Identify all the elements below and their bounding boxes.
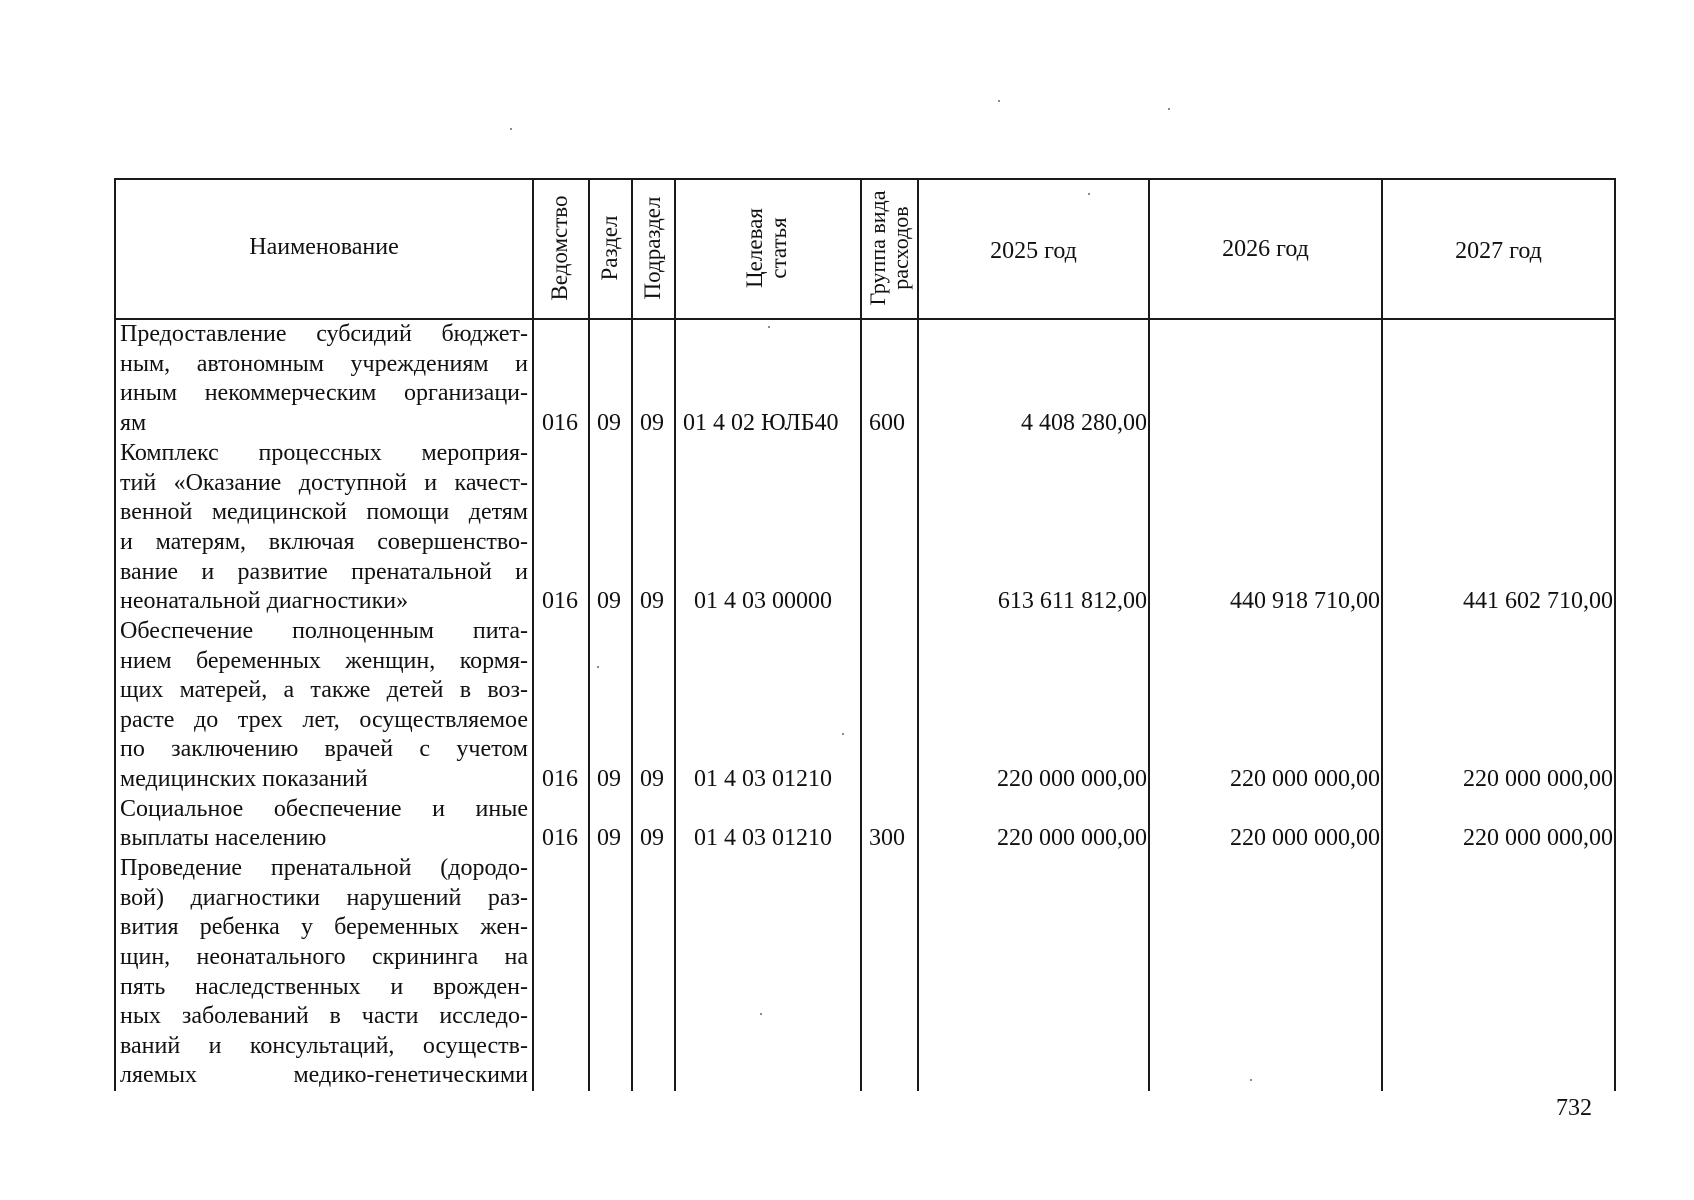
scan-speck (842, 733, 844, 735)
table-border-right (1614, 178, 1616, 1091)
row-name-line: ным, автономным учреждениям и (120, 351, 528, 377)
row-section: 09 (597, 825, 621, 851)
row-amount-2025: 220 000 000,00 (997, 766, 1147, 792)
row-name-line: тий «Оказание доступной и качест- (120, 470, 528, 496)
page-number: 732 (1556, 1095, 1592, 1121)
header-name: Наименование (249, 234, 399, 260)
row-name-line: неонатальной диагностики» (120, 588, 409, 614)
row-name-line: вития ребенка у беременных жен- (120, 914, 528, 940)
row-name-line: иным некоммерческим организаци- (120, 380, 528, 406)
row-amount-2027: 220 000 000,00 (1463, 766, 1613, 792)
row-amount-2027: 441 602 710,00 (1463, 588, 1613, 614)
row-name-line: Комплекс процессных мероприя- (120, 440, 528, 466)
row-name-line: медицинских показаний (120, 766, 368, 792)
row-amount-2026: 220 000 000,00 (1230, 766, 1380, 792)
row-name-line: щин, неонатального скрининга на (120, 944, 528, 970)
header-section: Раздел (597, 215, 622, 281)
scan-speck (597, 666, 599, 668)
header-year-2026: 2026 год (1222, 236, 1309, 262)
row-name-line: ям (120, 410, 147, 436)
row-subsection: 09 (640, 588, 664, 614)
scan-speck (768, 326, 770, 328)
row-amount-2026: 440 918 710,00 (1230, 588, 1380, 614)
row-department: 016 (542, 588, 578, 614)
row-name-line: пять наследственных и врожден- (120, 974, 528, 1000)
header-year-2027: 2027 год (1455, 238, 1542, 264)
row-name-line: венной медицинской помощи детям (120, 499, 528, 525)
row-subsection: 09 (640, 825, 664, 851)
row-target-article: 01 4 03 01210 (694, 766, 832, 792)
row-expense-group: 300 (869, 825, 905, 851)
header-year-2025: 2025 год (990, 238, 1077, 264)
row-name-line: Предоставление субсидий бюджет- (120, 321, 528, 347)
column-divider (674, 178, 676, 1091)
row-target-article: 01 4 02 ЮЛБ40 (683, 410, 839, 436)
row-name-line: выплаты населению (120, 825, 327, 851)
row-expense-group: 600 (869, 410, 905, 436)
row-name-line: Проведение пренатальной (дородо- (120, 855, 528, 881)
column-divider (1148, 178, 1150, 1091)
row-name-line: и матерям, включая совершенство- (120, 529, 528, 555)
scan-speck (1088, 193, 1090, 195)
row-subsection: 09 (640, 410, 664, 436)
row-name-line: ных заболеваний в части исследо- (120, 1003, 528, 1029)
row-amount-2025: 4 408 280,00 (1021, 410, 1147, 436)
column-divider (860, 178, 862, 1091)
scan-speck (760, 1013, 762, 1015)
header-department: Ведомство (547, 195, 572, 301)
column-divider (532, 178, 534, 1091)
row-name-line: вой) диагностики нарушений раз- (120, 885, 528, 911)
row-section: 09 (597, 410, 621, 436)
row-name-line: ляемых медико-генетическими (120, 1062, 528, 1088)
scan-speck (1250, 1079, 1252, 1081)
row-amount-2026: 220 000 000,00 (1230, 825, 1380, 851)
row-subsection: 09 (640, 766, 664, 792)
table-border-left (114, 178, 116, 1091)
row-amount-2025: 613 611 812,00 (997, 588, 1147, 614)
row-section: 09 (597, 766, 621, 792)
header-target-article: Целевая статья (742, 208, 791, 288)
row-department: 016 (542, 825, 578, 851)
header-subsection: Подраздел (640, 196, 665, 300)
row-name-line: нием беременных женщин, кормя- (120, 648, 528, 674)
row-name-line: Обеспечение полноценным пита- (120, 618, 528, 644)
row-amount-2025: 220 000 000,00 (997, 825, 1147, 851)
header-expense-group: Группа вида расходов (865, 190, 913, 306)
scan-speck (998, 100, 1000, 102)
row-name-line: вание и развитие пренатальной и (120, 559, 528, 585)
scan-speck (1168, 108, 1170, 110)
row-target-article: 01 4 03 01210 (694, 825, 832, 851)
column-divider (588, 178, 590, 1091)
scan-speck (510, 128, 512, 130)
row-name-line: Социальное обеспечение и иные (120, 796, 528, 822)
column-divider (917, 178, 919, 1091)
row-name-line: ваний и консультаций, осуществ- (120, 1033, 528, 1059)
row-section: 09 (597, 588, 621, 614)
column-divider (1381, 178, 1383, 1091)
table-border-top (114, 178, 1616, 180)
row-name-line: щих матерей, а также детей в воз- (120, 677, 528, 703)
row-department: 016 (542, 410, 578, 436)
row-department: 016 (542, 766, 578, 792)
column-divider (631, 178, 633, 1091)
row-name-line: по заключению врачей с учетом (120, 736, 528, 762)
row-amount-2027: 220 000 000,00 (1463, 825, 1613, 851)
row-name-line: расте до трех лет, осуществляемое (120, 707, 528, 733)
row-target-article: 01 4 03 00000 (694, 588, 832, 614)
